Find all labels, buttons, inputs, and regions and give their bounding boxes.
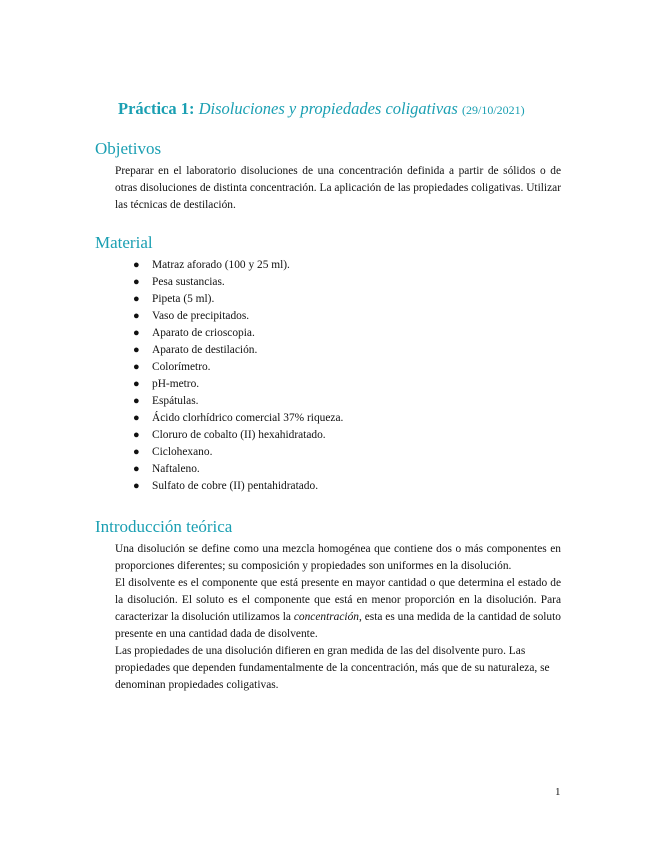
intro-paragraph-3: Las propiedades de una disolución difieren en gran medida de las del disolvente puro. Las propiedades que dependen fundamentalmente de la concentración, más que de su naturaleza, se denominan propiedades coligativas. <box>115 645 550 691</box>
bullet-icon: ● <box>133 327 140 339</box>
title-subtitle: Disoluciones y propiedades coligativas <box>198 99 458 118</box>
introduccion-heading: Introducción teórica <box>95 517 233 536</box>
material-item <box>133 393 343 410</box>
bullet-icon: ● <box>133 361 140 373</box>
material-item <box>133 478 343 495</box>
bullet-icon: ● <box>133 429 140 441</box>
bullet-icon: ● <box>133 463 140 475</box>
material-item-label: pH-metro. <box>152 378 200 390</box>
bullet-icon: ● <box>133 446 140 458</box>
material-item <box>133 444 343 461</box>
material-item <box>133 308 343 325</box>
bullet-icon: ● <box>133 293 140 305</box>
page-number: 1 <box>555 786 561 798</box>
material-item-label: Cloruro de cobalto (II) hexahidratado. <box>152 429 326 441</box>
material-item <box>133 342 343 359</box>
introduccion-body <box>115 541 561 694</box>
material-item <box>133 325 343 342</box>
bullet-icon: ● <box>133 310 140 322</box>
material-item <box>133 376 343 393</box>
material-item-label: Aparato de crioscopia. <box>152 327 255 339</box>
material-item-label: Sulfato de cobre (II) pentahidratado. <box>152 480 319 492</box>
material-item-label: Aparato de destilación. <box>152 344 258 356</box>
material-item <box>133 410 343 427</box>
material-item-label: Espátulas. <box>152 395 199 407</box>
intro-p2-term: concentración <box>293 611 359 623</box>
bullet-icon: ● <box>133 395 140 407</box>
bullet-icon: ● <box>133 378 140 390</box>
bullet-icon: ● <box>133 412 140 424</box>
bullet-icon: ● <box>133 344 140 356</box>
material-list <box>133 257 343 495</box>
bullet-icon: ● <box>133 259 140 271</box>
intro-paragraph-2 <box>115 575 561 643</box>
material-item-label: Pesa sustancias. <box>152 276 225 288</box>
material-item-label: Pipeta (5 ml). <box>152 293 215 305</box>
title-date: (29/10/2021) <box>461 103 525 117</box>
material-item <box>133 359 343 376</box>
intro-p2-text-a: El disolvente es el componente que está presente en mayor cantidad o que determina el estado de la disolución. El soluto es el componente que está en menor proporción en la disolución. Para caracterizar la disolución utilizamos la <box>115 577 561 623</box>
material-item <box>133 427 343 444</box>
material-heading: Material <box>95 233 153 252</box>
material-item-label: Naftaleno. <box>152 463 200 475</box>
material-item <box>133 291 343 308</box>
intro-p2-text-b: , esta es una medida de la cantidad de soluto presente en una cantidad dada de disolvente. <box>115 611 561 640</box>
bullet-icon: ● <box>133 276 140 288</box>
material-item <box>133 257 343 274</box>
material-item-label: Ácido clorhídrico comercial 37% riqueza. <box>152 412 344 424</box>
page-title <box>118 99 525 119</box>
title-main: Práctica 1: <box>118 99 195 118</box>
material-item-label: Ciclohexano. <box>152 446 213 458</box>
material-item <box>133 461 343 478</box>
intro-paragraph-1: Una disolución se define como una mezcla homogénea que contiene dos o más componentes en proporciones diferentes; su composición y propiedades son uniformes en la disolución. <box>115 543 561 572</box>
objetivos-text: Preparar en el laboratorio disoluciones de una concentración definida a partir de sólidos o de otras disoluciones de distinta concentración. La aplicación de las propiedades coligativas. Utilizar las técnicas de destilación. <box>115 165 561 211</box>
material-item <box>133 274 343 291</box>
material-item-label: Matraz aforado (100 y 25 ml). <box>152 259 290 271</box>
material-item-label: Vaso de precipitados. <box>152 310 250 322</box>
material-item-label: Colorímetro. <box>152 361 211 373</box>
objetivos-heading: Objetivos <box>95 139 162 158</box>
bullet-icon: ● <box>133 480 140 492</box>
